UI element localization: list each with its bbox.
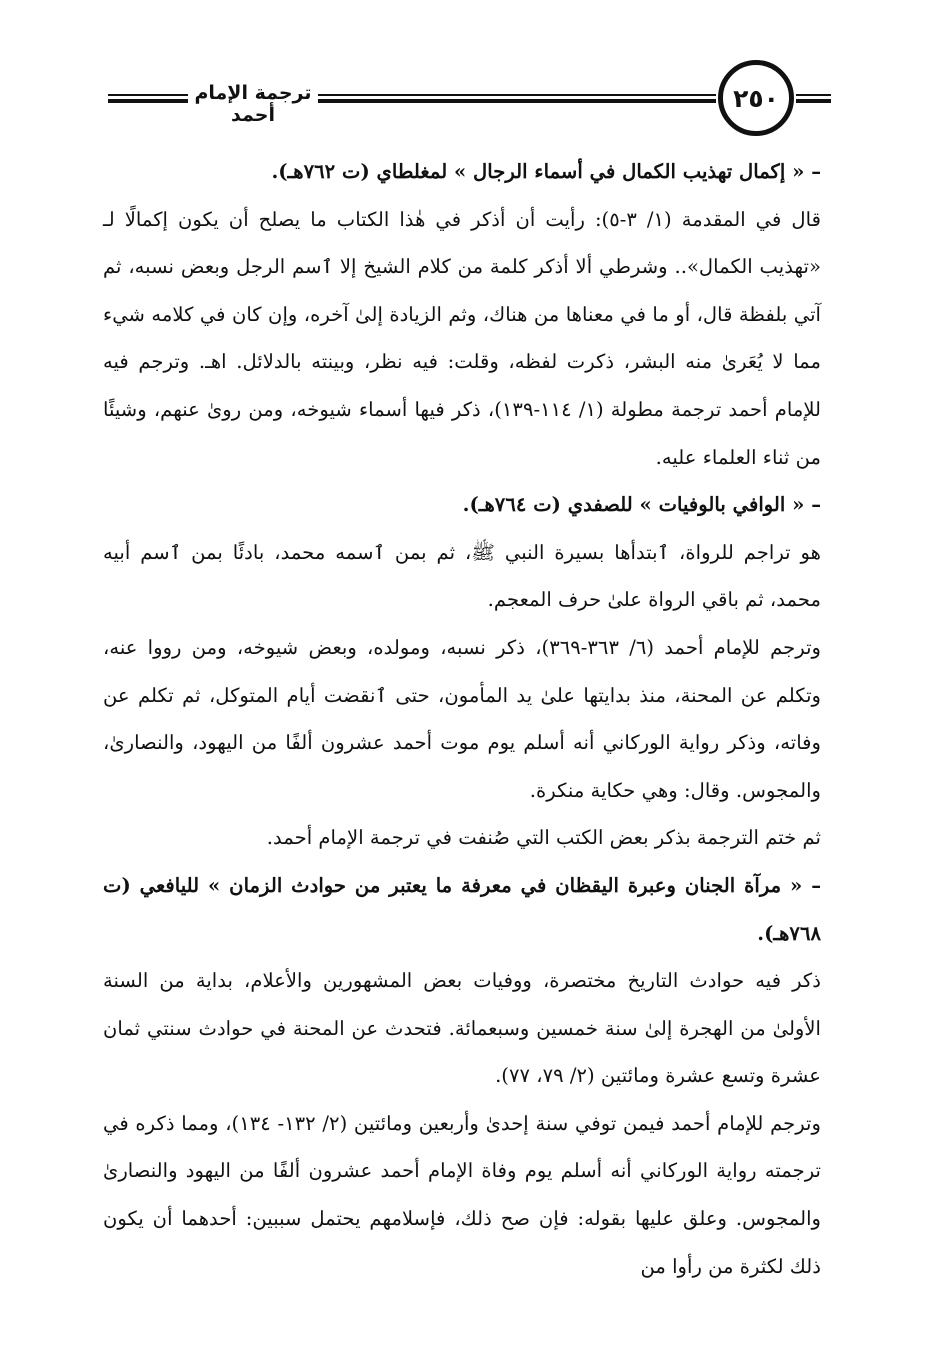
running-title: ترجمة الإمام أحمد — [194, 82, 312, 126]
body-paragraph: ذكر فيه حوادث التاريخ مختصرة، ووفيات بعض المشهورين والأعلام، بداية من السنة الأولىٰ من الهجرة إلىٰ سنة خمسين وسبعمائة. فتحدث عن المحنة في حوادث سنتي ثمان عشرة وتسع عشرة ومائتين (٢/ ٧٩، ٧٧). — [103, 969, 821, 1088]
entry-heading: – « إكمال تهذيب الكمال في أسماء الرجال » لمغلطاي (ت ٧٦٢هـ). — [271, 160, 821, 183]
page-number: ٢٥٠ — [718, 60, 794, 136]
body-paragraph: ثم ختم الترجمة بذكر بعض الكتب التي صُنفت في ترجمة الإمام أحمد. — [266, 826, 821, 850]
body-paragraph: هو تراجم للرواة، ٱبتدأها بسيرة النبي ﷺ، ثم بمن ٱسمه محمد، بادئًا بمن ٱسم أبيه محمد، ثم باقي الرواة علىٰ حرف المعجم. — [103, 540, 821, 612]
header-rule-left — [108, 94, 188, 103]
entry-heading: – « مرآة الجنان وعبرة اليقظان في معرفة ما يعتبر من حوادث الزمان » لليافعي (ت ٧٦٨هـ). — [103, 873, 821, 945]
body-paragraph: قال في المقدمة (١/ ٣-٥): رأيت أن أذكر في هٰذا الكتاب ما يصلح أن يكون إكمالًا لـ «تهذيب الكمال».. وشرطي ألا أذكر كلمة من كلام الشيخ إلا ٱسم الرجل وبعض نسبه، ثم آتي بلفظة قال، أو ما في معناها من هناك، وثم الزيادة إلىٰ آخره، وإن كان في كلامه شيء مما لا يُعَرىٰ منه البشر، ذكرت لفظه، وقلت: فيه نظر، وبينته بالدلائل. اهـ. وترجم فيه للإمام أحمد ترجمة مطولة (١/ ١١٤-١٣٩)، ذكر فيها أسماء شيوخه، ومن روىٰ عنهم، وشيئًا من ثناء العلماء عليه. — [103, 207, 822, 469]
header-rule-right — [796, 94, 831, 103]
body-paragraph: وترجم للإمام أحمد فيمن توفي سنة إحدىٰ وأربعين ومائتين (٢/ ١٣٢- ١٣٤)، ومما ذكره في ترجمته رواية الوركاني أنه أسلم يوم وفاة الإمام أحمد عشرون ألفًا من اليهود والنصارىٰ والمجوس. وعلق عليها بقوله: فإن صح ذلك، فإسلامهم يحتمل سببين: أحدهما أن يكون ذلك لكثرة من رأوا من — [103, 1111, 821, 1278]
page-body — [103, 148, 821, 1290]
page-header — [96, 58, 831, 140]
body-paragraph: وترجم للإمام أحمد (٦/ ٣٦٣-٣٦٩)، ذكر نسبه، ومولده، وبعض شيوخه، ومن رووا عنه، وتكلم عن المحنة، منذ بدايتها علىٰ يد المأمون، حتى ٱنقضت أيام المتوكل، ثم تكلم عن وفاته، وذكر رواية الوركاني أنه أسلم يوم موت أحمد عشرون ألفًا من اليهود، والنصارىٰ، والمجوس. وقال: وهي حكاية منكرة. — [103, 635, 821, 802]
header-rule-middle — [318, 94, 716, 103]
entry-heading: – « الوافي بالوفيات » للصفدي (ت ٧٦٤هـ). — [462, 493, 821, 517]
